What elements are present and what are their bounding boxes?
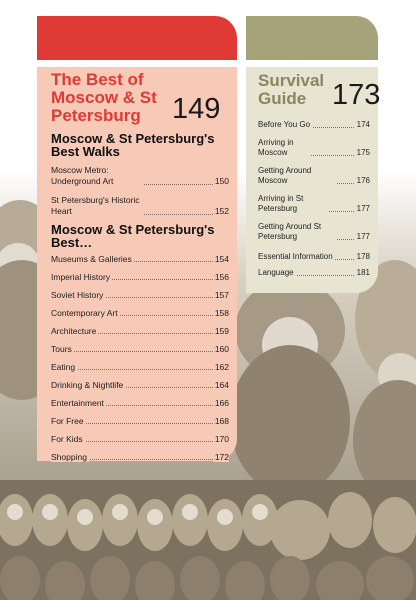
toc-entry[interactable] <box>258 268 370 278</box>
toc-entry-page: 158 <box>214 308 229 318</box>
toc-entry-label: Arriving in Moscow <box>258 138 310 158</box>
toc-entry[interactable] <box>51 272 229 282</box>
best-of-title[interactable]: The Best of Moscow & St Petersburg <box>51 70 157 125</box>
leader-dots <box>51 351 229 352</box>
survival-guide-panel <box>246 67 381 293</box>
toc-entry-label: Arriving in St Petersburg <box>258 194 328 214</box>
toc-entry-page: 181 <box>356 268 370 277</box>
toc-entry[interactable] <box>51 452 229 462</box>
toc-entry-label: Before You Go <box>258 120 311 129</box>
toc-entry-page: 176 <box>356 176 370 185</box>
toc-entry[interactable] <box>51 344 229 354</box>
survival-guide-header-bar <box>246 16 378 60</box>
best-of-page-number: 149 <box>172 93 221 125</box>
toc-entry[interactable] <box>51 326 229 336</box>
toc-entry-page: 175 <box>356 148 370 157</box>
survival-guide-title[interactable]: Survival Guide <box>258 71 325 108</box>
toc-entry[interactable] <box>258 120 370 130</box>
toc-entry-label: Language <box>258 268 294 277</box>
toc-entry-label: Contemporary Art <box>51 308 118 318</box>
toc-entry[interactable] <box>258 222 370 242</box>
toc-entry-page: 172 <box>214 452 229 462</box>
toc-entry-page: 156 <box>214 272 229 282</box>
toc-entry-label: For Kids <box>51 434 83 444</box>
toc-entry-page: 159 <box>214 326 229 336</box>
toc-entry[interactable] <box>51 165 229 187</box>
toc-entry[interactable] <box>51 398 229 408</box>
best-of-heading[interactable]: Moscow & St Petersburg's Best… <box>51 222 215 250</box>
toc-entry-label: Architecture <box>51 326 97 336</box>
toc-entry-page: 150 <box>214 176 229 186</box>
toc-entry-label: Tours <box>51 344 72 354</box>
leader-dots <box>51 369 229 370</box>
toc-entry-label: St Petersburg's Historic Heart <box>51 195 143 217</box>
toc-entry-label: Getting Around Moscow <box>258 166 336 186</box>
toc-entry-label: For Free <box>51 416 84 426</box>
toc-entry[interactable] <box>51 362 229 372</box>
toc-entry[interactable] <box>51 195 229 217</box>
toc-entry-label: Drinking & Nightlife <box>51 380 124 390</box>
toc-entry-page: 174 <box>356 120 370 129</box>
best-of-header-bar <box>37 16 237 60</box>
toc-entry-label: Imperial History <box>51 272 111 282</box>
toc-entry-label: Moscow Metro: Underground Art <box>51 165 143 187</box>
toc-entry[interactable] <box>51 308 229 318</box>
toc-entry-label: Soviet History <box>51 290 104 300</box>
toc-entry[interactable] <box>258 194 370 214</box>
toc-entry-page: 170 <box>214 434 229 444</box>
toc-entry[interactable] <box>258 252 370 262</box>
toc-entry-label: Getting Around St Petersburg <box>258 222 336 242</box>
toc-entry-page: 168 <box>214 416 229 426</box>
toc-entry-page: 157 <box>214 290 229 300</box>
toc-entry-page: 160 <box>214 344 229 354</box>
toc-entry-label: Essential Information <box>258 252 333 261</box>
toc-entry-page: 177 <box>356 204 370 213</box>
toc-entry-page: 152 <box>214 206 229 216</box>
toc-entry[interactable] <box>51 254 229 264</box>
toc-entry[interactable] <box>258 166 370 186</box>
toc-entry-label: Eating <box>51 362 76 372</box>
toc-entry[interactable] <box>51 416 229 426</box>
toc-entry-label: Shopping <box>51 452 87 462</box>
toc-entry[interactable] <box>258 138 370 158</box>
toc-entry-label: Entertainment <box>51 398 104 408</box>
toc-entry-label: Museums & Galleries <box>51 254 132 264</box>
toc-entry-page: 162 <box>214 362 229 372</box>
survival-guide-page-number: 173 <box>332 79 381 111</box>
toc-entry-page: 154 <box>214 254 229 264</box>
best-walks-heading[interactable]: Moscow & St Petersburg's Best Walks <box>51 131 215 159</box>
toc-entry[interactable] <box>51 434 229 444</box>
toc-entry[interactable] <box>51 290 229 300</box>
toc-entry-page: 178 <box>356 252 370 261</box>
best-of-panel <box>37 67 237 461</box>
toc-entry-page: 166 <box>214 398 229 408</box>
toc-entry[interactable] <box>51 380 229 390</box>
toc-entry-page: 164 <box>214 380 229 390</box>
toc-entry-page: 177 <box>356 232 370 241</box>
